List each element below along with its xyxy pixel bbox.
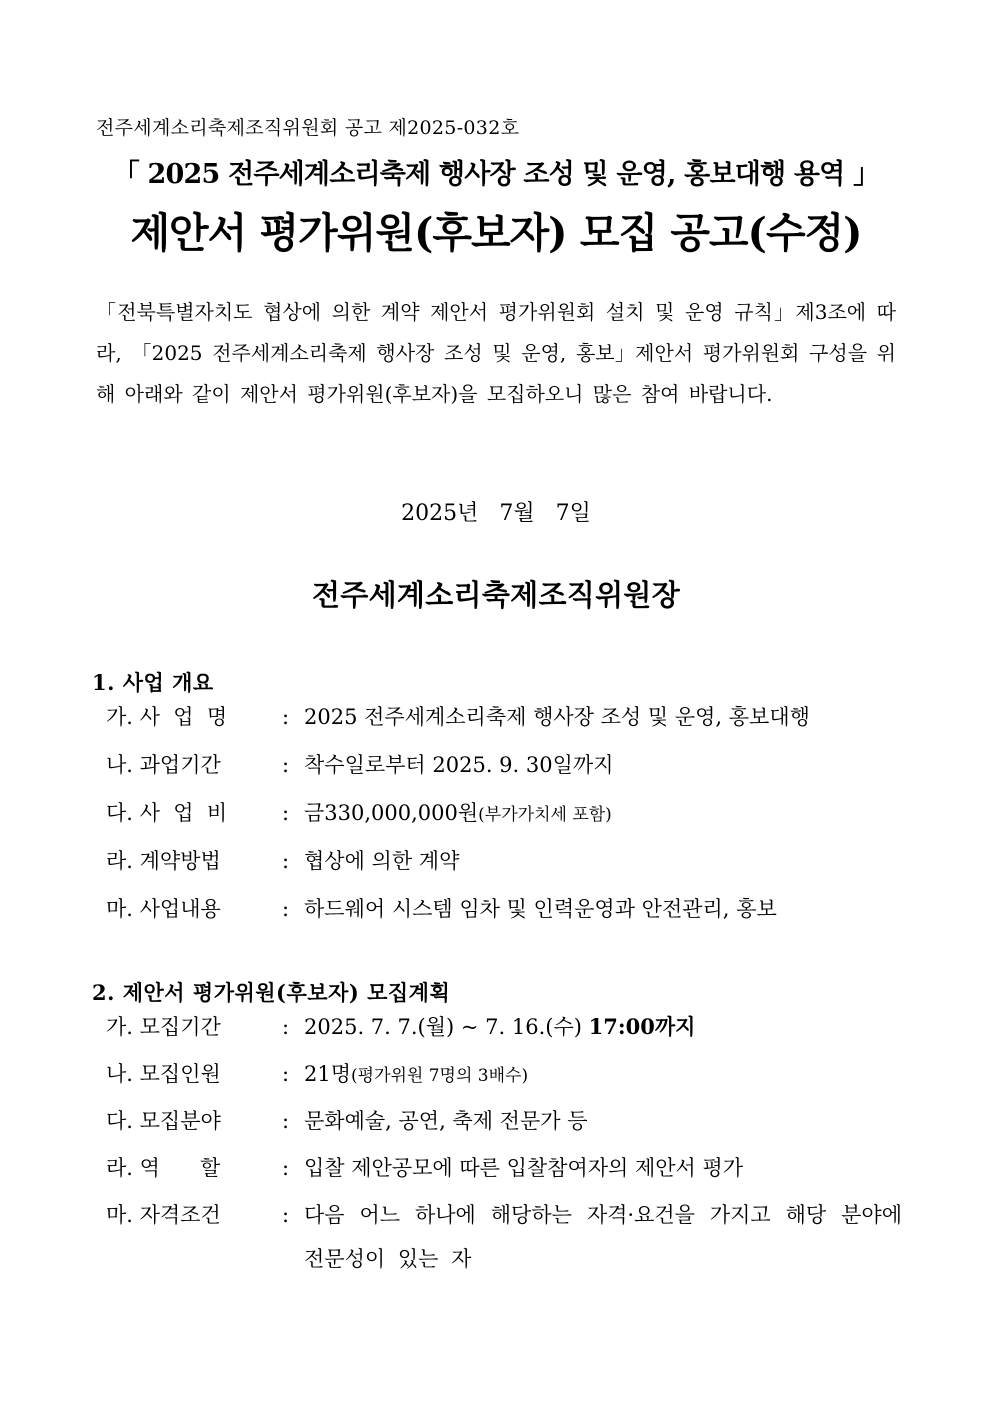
item-label: 나. 모집인원 (106, 1062, 221, 1086)
list-item-contract-method (92, 844, 902, 892)
section-project-overview (92, 665, 902, 940)
list-item-qualification (92, 1198, 902, 1271)
item-value: 2025. 7. 7.(월) ~ 7. 16.(수) (304, 1015, 582, 1039)
item-value-wrapper (304, 796, 902, 832)
item-label: 라. 계약방법 (106, 849, 221, 873)
notice-date: 2025년 7월 7일 (401, 501, 591, 526)
item-value: 하드웨어 시스템 임차 및 인력운영과 안전관리, 홍보 (304, 897, 777, 921)
item-label: 라. 역 할 (106, 1156, 221, 1180)
item-colon: : (282, 1203, 290, 1227)
section-heading: 1. 사업 개요 (92, 670, 214, 695)
item-colon: : (282, 1109, 290, 1133)
item-colon: : (282, 801, 290, 825)
item-value: 금330,000,000원 (304, 801, 479, 825)
document-title-line1: 「 2025 전주세계소리축제 행사장 조성 및 운영, 홍보대행 용역 」 (112, 159, 880, 190)
item-colon: : (282, 1015, 290, 1039)
item-label: 가. 사 업 명 (106, 705, 228, 729)
item-colon: : (282, 753, 290, 777)
notice-number: 전주세계소리축제조직위원회 공고 제2025-032호 (96, 117, 520, 139)
item-value: 다음 어느 하나에 해당하는 자격·요건을 가지고 해당 분야에 전문성이 있는 자 (304, 1203, 902, 1271)
list-item-project-content (92, 892, 902, 940)
item-value: 문화예술, 공연, 축제 전문가 등 (304, 1109, 588, 1133)
section-heading: 2. 제안서 평가위원(후보자) 모집계획 (92, 980, 451, 1005)
list-item-recruit-field (92, 1104, 902, 1151)
item-value: 협상에 의한 계약 (304, 849, 460, 873)
list-item-project-name (92, 700, 902, 748)
list-item-project-period (92, 748, 902, 796)
item-colon: : (282, 849, 290, 873)
item-note: (부가가치세 포함) (478, 805, 612, 825)
item-colon: : (282, 1062, 290, 1086)
issuer-name: 전주세계소리축제조직위원장 (311, 578, 681, 612)
item-emphasis: 17:00까지 (588, 1014, 696, 1039)
item-label: 가. 모집기간 (106, 1015, 221, 1039)
item-label: 다. 사 업 비 (106, 801, 228, 825)
list-item-recruit-period (92, 1010, 902, 1057)
item-value: 2025 전주세계소리축제 행사장 조성 및 운영, 홍보대행 (304, 705, 810, 729)
item-value: 입찰 제안공모에 따른 입찰참여자의 제안서 평가 (304, 1156, 744, 1180)
item-label: 다. 모집분야 (106, 1109, 221, 1133)
item-value: 착수일로부터 2025. 9. 30일까지 (304, 753, 614, 777)
item-label: 마. 자격조건 (106, 1203, 221, 1227)
intro-paragraph: 「전북특별자치도 협상에 의한 계약 제안서 평가위원회 설치 및 운영 규칙」제3조에 따라, 「2025 전주세계소리축제 행사장 조성 및 운영, 홍보」제안서 평가위원회 구성을 위해 아래와 같이 제안서 평가위원(후보자)을 모집하오니 많은 참여 바랍니다. (96, 300, 896, 406)
list-item-project-budget (92, 796, 902, 844)
item-value-wrapper (304, 1010, 902, 1044)
item-value-wrapper (304, 1057, 902, 1093)
section-recruitment-plan (92, 975, 902, 1271)
item-label: 마. 사업내용 (106, 897, 221, 921)
item-note: (평가위원 7명의 3배수) (351, 1066, 529, 1086)
document-title-line2: 제안서 평가위원(후보자) 모집 공고(수정) (130, 209, 862, 257)
item-label: 나. 과업기간 (106, 753, 221, 777)
item-colon: : (282, 1156, 290, 1180)
item-colon: : (282, 705, 290, 729)
list-item-recruit-count (92, 1057, 902, 1104)
list-item-role (92, 1151, 902, 1198)
item-colon: : (282, 897, 290, 921)
item-value: 21명 (304, 1062, 352, 1086)
